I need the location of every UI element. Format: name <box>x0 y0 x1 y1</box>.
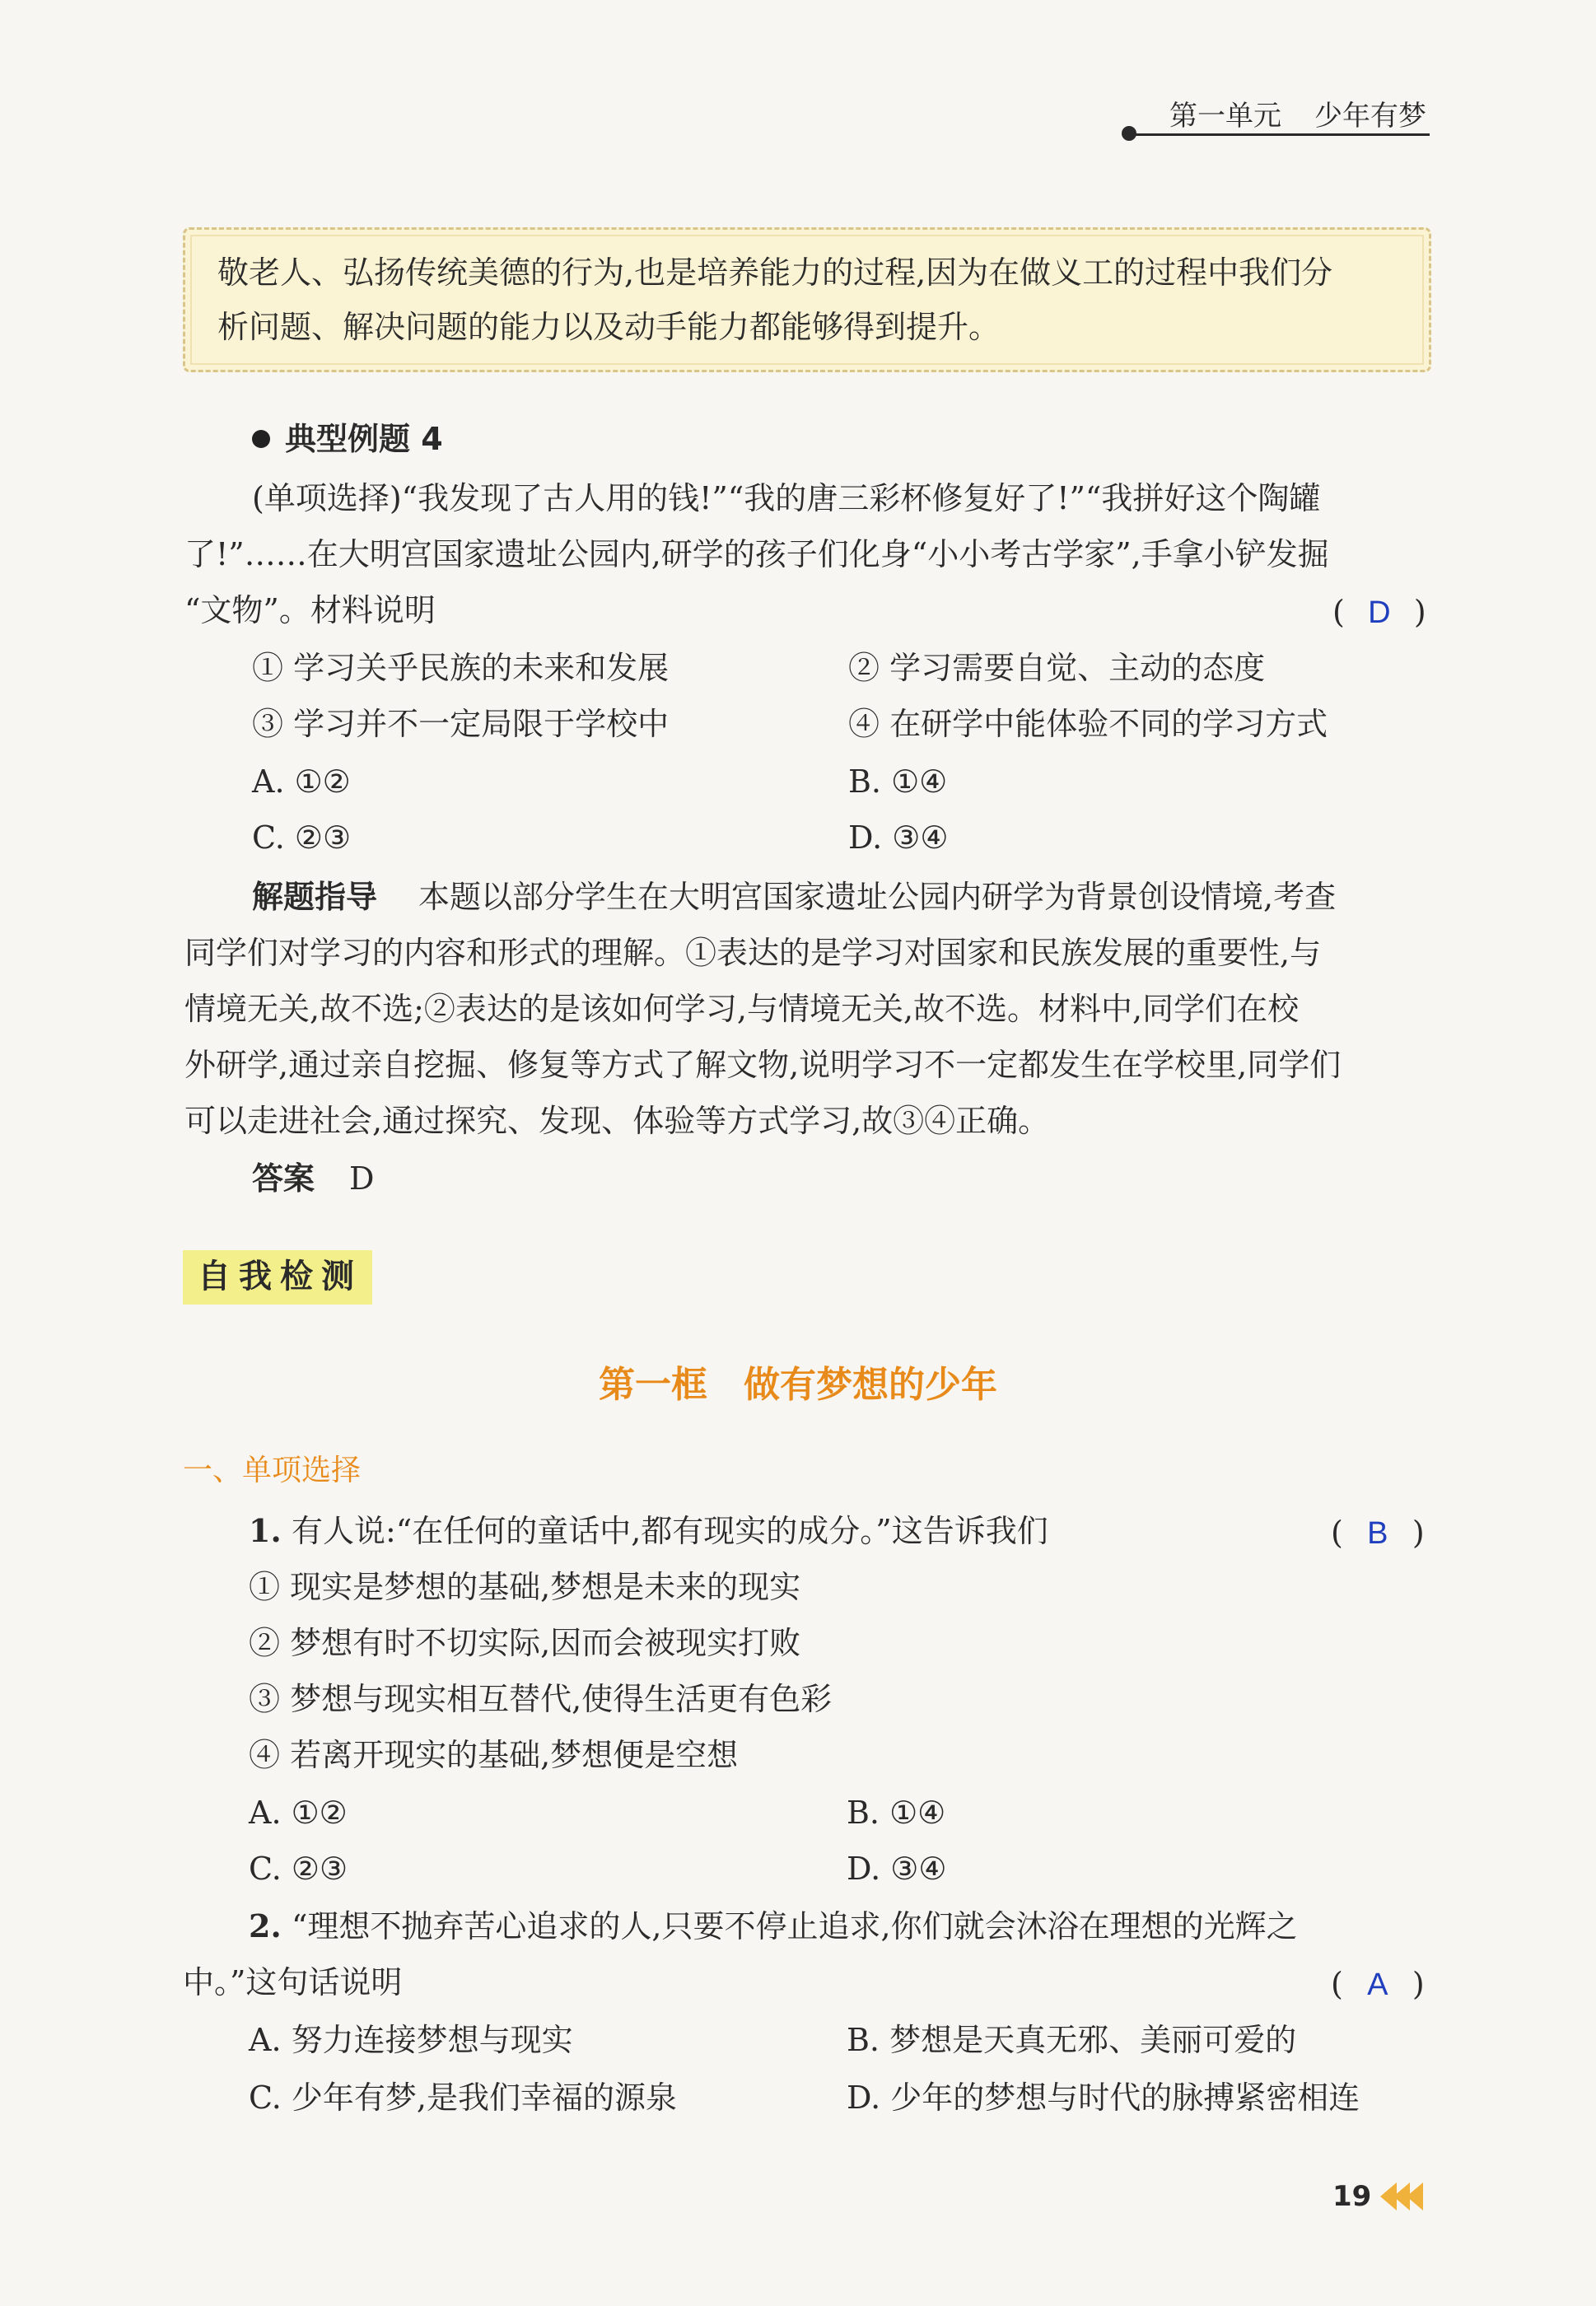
q1-option: A. ①② <box>249 1795 348 1831</box>
example-stem-line-2: 了!”……在大明宫国家遗址公园内,研学的孩子们化身“小小考古学家”,手拿小铲发掘 <box>184 536 1329 572</box>
q2-option: C. 少年有梦,是我们幸福的源泉 <box>249 2080 677 2116</box>
q1-option: C. ②③ <box>249 1851 348 1887</box>
example-statement: ④ 在研学中能体验不同的学习方式 <box>848 706 1328 742</box>
example-title: 典型例题 4 <box>285 421 443 457</box>
q1-answer-bracket: ( B ) <box>1331 1515 1425 1551</box>
note-box <box>183 227 1431 372</box>
answer-value: D <box>349 1160 375 1197</box>
q2-number: 2. <box>249 1907 282 1944</box>
example-answer-bracket: ( D ) <box>1332 594 1426 630</box>
q2-answer-bracket: ( A ) <box>1331 1966 1425 2002</box>
q1-stem: 有人说:“在任何的童话中,都有现实的成分。”这告诉我们 <box>292 1513 1048 1549</box>
example-bullet-icon <box>252 430 270 448</box>
section-part: 一、单项选择 <box>183 1454 362 1487</box>
q1-option: D. ③④ <box>847 1851 947 1887</box>
example-option: C. ②③ <box>252 819 352 856</box>
example-statement: ① 学习关乎民族的未来和发展 <box>252 650 670 686</box>
q2-stem-line-1: “理想不抛弃苦心追求的人,只要不停止追求,你们就会沐浴在理想的光辉之 <box>292 1908 1298 1944</box>
example-option: B. ①④ <box>848 763 948 800</box>
guide-line-5: 可以走进社会,通过探究、发现、体验等方式学习,故③④正确。 <box>184 1103 1050 1139</box>
guide-line-1: 本题以部分学生在大明宫国家遗址公园内研学为背景创设情境,考查 <box>418 879 1337 915</box>
q2-stem-line-2: 中。”这句话说明 <box>183 1964 403 2000</box>
q1-statement: ③ 梦想与现实相互替代,使得生活更有色彩 <box>249 1681 833 1717</box>
guide-label: 解题指导 <box>252 879 378 915</box>
example-statement: ③ 学习并不一定局限于学校中 <box>252 706 670 742</box>
q1-option: B. ①④ <box>847 1795 946 1831</box>
section-title: 第一框 做有梦想的少年 <box>599 1364 997 1406</box>
guide-line-2: 同学们对学习的内容和形式的理解。①表达的是学习对国家和民族发展的重要性,与 <box>184 935 1322 971</box>
q1-number: 1. <box>249 1512 282 1549</box>
example-stem-line-1: (单项选择)“我发现了古人用的钱!”“我的唐三彩杯修复好了!”“我拼好这个陶罐 <box>252 480 1321 516</box>
example-answer-mark: D <box>1368 595 1391 630</box>
note-line-2: 析问题、解决问题的能力以及动手能力都能够得到提升。 <box>217 309 1001 345</box>
header-unit: 第一单元 <box>1169 100 1281 133</box>
q2-option: A. 努力连接梦想与现实 <box>249 2022 573 2058</box>
q2-answer-mark: A <box>1367 1968 1388 2002</box>
note-line-1: 敬老人、弘扬传统美德的行为,也是培养能力的过程,因为在做义工的过程中我们分 <box>217 254 1333 291</box>
example-option: D. ③④ <box>848 819 949 856</box>
q1-statement: ④ 若离开现实的基础,梦想便是空想 <box>249 1737 739 1773</box>
q2-option: D. 少年的梦想与时代的脉搏紧密相连 <box>847 2080 1360 2116</box>
q2-option: B. 梦想是天真无邪、美丽可爱的 <box>847 2022 1297 2058</box>
header-rule <box>1127 133 1430 136</box>
self-check-label: 自我检测 <box>198 1258 362 1295</box>
example-option: A. ①② <box>252 763 351 800</box>
page-number: 19 <box>1332 2180 1372 2213</box>
page-arrow-icon <box>1407 2182 1423 2210</box>
q1-answer-mark: B <box>1367 1516 1388 1551</box>
q1-statement: ② 梦想有时不切实际,因而会被现实打败 <box>249 1625 801 1661</box>
example-stem-line-3: “文物”。材料说明 <box>184 592 436 628</box>
guide-line-3: 情境无关,故不选;②表达的是该如何学习,与情境无关,故不选。材料中,同学们在校 <box>184 991 1300 1027</box>
header-unit-title: 少年有梦 <box>1314 100 1426 133</box>
answer-label: 答案 <box>252 1160 315 1197</box>
q1-statement: ① 现实是梦想的基础,梦想是未来的现实 <box>249 1569 801 1605</box>
example-statement: ② 学习需要自觉、主动的态度 <box>848 650 1266 686</box>
guide-line-4: 外研学,通过亲自挖掘、修复等方式了解文物,说明学习不一定都发生在学校里,同学们 <box>184 1047 1342 1083</box>
